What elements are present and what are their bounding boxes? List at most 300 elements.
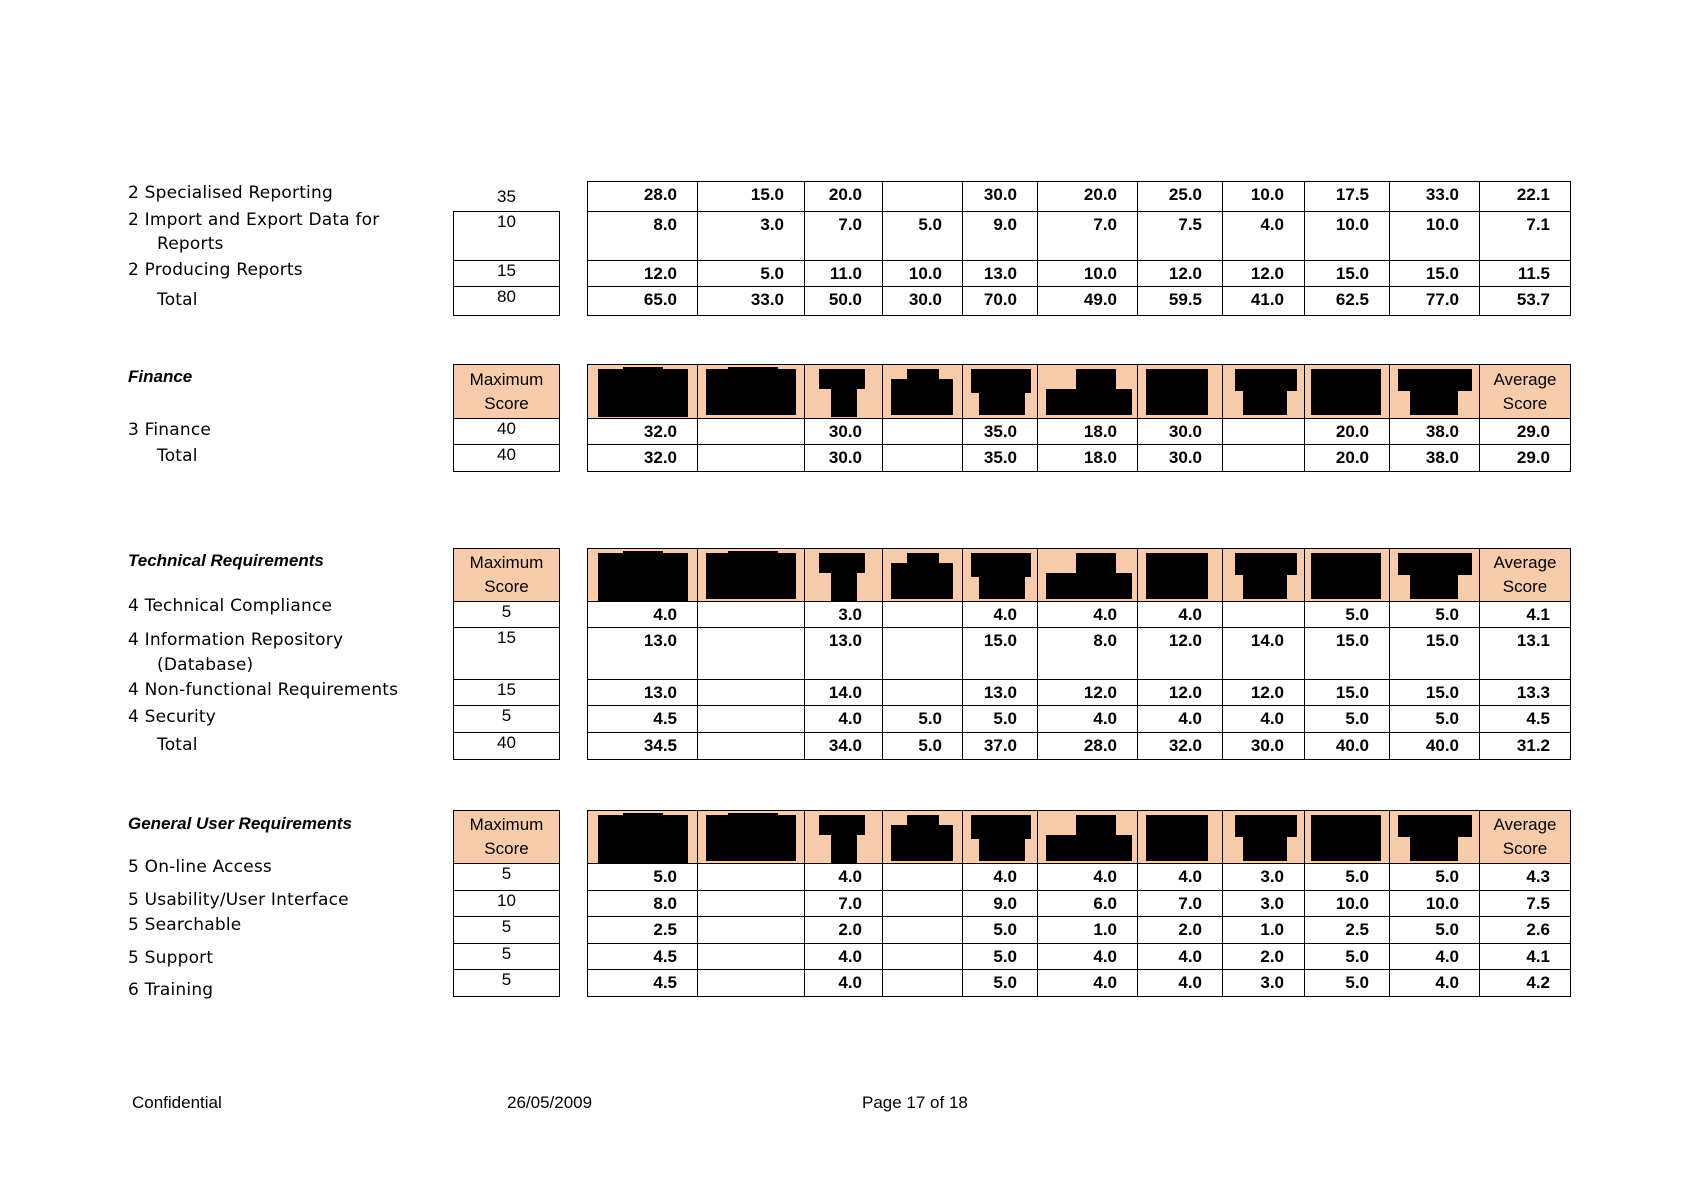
average-score-cell: 13.3 <box>1480 680 1571 706</box>
score-cell: 34.0 <box>805 733 883 760</box>
score-cell: 12.0 <box>1223 680 1305 706</box>
score-cell: 14.0 <box>805 680 883 706</box>
redaction-block <box>907 369 939 383</box>
max-score-cell: 5 <box>454 944 560 970</box>
average-score-cell: 13.1 <box>1480 628 1571 680</box>
redaction-block <box>598 575 688 601</box>
average-score-header: Average Score <box>1480 811 1571 864</box>
score-cell: 49.0 <box>1038 287 1138 316</box>
redaction-block <box>728 813 778 825</box>
score-cell: 10.0 <box>1305 891 1390 917</box>
vendor-header-redacted <box>883 811 963 864</box>
redaction-block <box>1046 389 1132 415</box>
table-row <box>588 182 1571 212</box>
max-score-cell: 15 <box>454 628 560 680</box>
score-cell: 10.0 <box>1305 212 1390 261</box>
vendor-header-redacted <box>588 549 698 602</box>
score-cell: 4.0 <box>963 864 1038 891</box>
score-cell: 38.0 <box>1390 445 1480 472</box>
average-score-cell: 4.5 <box>1480 706 1571 733</box>
row-label: 2 Import and Export Data for <box>128 210 380 230</box>
score-cell: 4.0 <box>1138 944 1223 970</box>
score-cell: 32.0 <box>588 419 698 445</box>
table-row <box>588 917 1571 944</box>
score-cell: 5.0 <box>1305 706 1390 733</box>
score-cell: 2.0 <box>1138 917 1223 944</box>
vendor-header-redacted <box>1138 365 1223 419</box>
score-cell <box>1223 445 1305 472</box>
score-cell: 40.0 <box>1390 733 1480 760</box>
score-cell: 7.0 <box>1138 891 1223 917</box>
redaction-block <box>1076 815 1116 837</box>
redaction-block <box>1152 831 1180 861</box>
scores-table-general <box>587 810 1571 997</box>
score-cell: 3.0 <box>1223 891 1305 917</box>
vendor-header-redacted <box>963 811 1038 864</box>
row-label: 4 Information Repository <box>128 630 344 650</box>
score-cell: 8.0 <box>588 212 698 261</box>
header-row <box>588 549 1571 602</box>
max-score-table <box>453 548 560 760</box>
score-cell: 2.5 <box>1305 917 1390 944</box>
score-cell <box>883 680 963 706</box>
score-cell: 5.0 <box>1390 917 1480 944</box>
score-cell: 13.0 <box>963 680 1038 706</box>
score-cell: 4.0 <box>1138 970 1223 997</box>
average-score-cell: 29.0 <box>1480 445 1571 472</box>
vendor-header-redacted <box>588 811 698 864</box>
score-cell: 70.0 <box>963 287 1038 316</box>
redaction-block <box>831 569 857 601</box>
score-cell: 5.0 <box>1305 944 1390 970</box>
score-cell: 5.0 <box>963 917 1038 944</box>
score-cell: 38.0 <box>1390 419 1480 445</box>
score-cell: 15.0 <box>1305 628 1390 680</box>
score-cell: 13.0 <box>805 628 883 680</box>
header-row <box>588 811 1571 864</box>
score-cell <box>698 944 805 970</box>
row-label-continued: Reports <box>157 234 224 254</box>
average-score-cell: 2.6 <box>1480 917 1571 944</box>
score-cell: 14.0 <box>1223 628 1305 680</box>
score-cell <box>698 628 805 680</box>
row-label: 5 Searchable <box>128 915 242 935</box>
average-score-cell: 53.7 <box>1480 287 1571 316</box>
scores-table-finance <box>587 364 1571 472</box>
max-score-value: 35 <box>497 187 516 206</box>
score-cell: 4.0 <box>963 602 1038 628</box>
redaction-block <box>1410 387 1458 415</box>
average-score-cell: 31.2 <box>1480 733 1571 760</box>
table-row <box>454 680 560 706</box>
score-cell <box>883 917 963 944</box>
score-cell: 65.0 <box>588 287 698 316</box>
average-score-header: Average Score <box>1480 365 1571 419</box>
table-row <box>588 864 1571 891</box>
score-cell: 5.0 <box>1390 706 1480 733</box>
redaction-block <box>1046 835 1132 861</box>
score-cell: 30.0 <box>963 182 1038 212</box>
score-cell: 33.0 <box>698 287 805 316</box>
score-cell: 15.0 <box>1390 628 1480 680</box>
score-cell <box>883 182 963 212</box>
table-row <box>454 970 560 997</box>
score-cell <box>698 891 805 917</box>
vendor-header-redacted <box>805 549 883 602</box>
max-score-cell: 10 <box>454 891 560 917</box>
table-row <box>454 917 560 944</box>
score-cell: 5.0 <box>1305 864 1390 891</box>
redaction-block <box>907 553 939 567</box>
max-score-table <box>453 810 560 997</box>
score-cell: 4.0 <box>1138 706 1223 733</box>
vendor-header-redacted <box>698 549 805 602</box>
score-cell: 4.5 <box>588 706 698 733</box>
table-row <box>454 261 560 287</box>
score-cell: 3.0 <box>1223 864 1305 891</box>
score-cell: 37.0 <box>963 733 1038 760</box>
table-row <box>588 970 1571 997</box>
vendor-header-redacted <box>883 549 963 602</box>
vendor-header-redacted <box>883 365 963 419</box>
score-cell: 20.0 <box>1305 445 1390 472</box>
average-score-cell: 4.2 <box>1480 970 1571 997</box>
table-row <box>588 261 1571 287</box>
section-title-finance: Finance <box>128 367 193 386</box>
score-cell: 12.0 <box>588 261 698 287</box>
table-row <box>588 680 1571 706</box>
redaction-block <box>1243 387 1287 415</box>
vendor-header-redacted <box>1390 365 1480 419</box>
vendor-header-redacted <box>1305 365 1390 419</box>
table-row <box>588 212 1571 261</box>
score-cell: 4.0 <box>588 602 698 628</box>
score-cell: 15.0 <box>698 182 805 212</box>
score-cell: 10.0 <box>883 261 963 287</box>
table-row <box>454 287 560 316</box>
table-row <box>454 891 560 917</box>
max-score-header: Maximum Score <box>454 811 560 864</box>
score-cell: 30.0 <box>1138 419 1223 445</box>
score-cell: 50.0 <box>805 287 883 316</box>
score-cell: 3.0 <box>1223 970 1305 997</box>
vendor-header-redacted <box>698 365 805 419</box>
table-row <box>588 706 1571 733</box>
score-cell: 4.0 <box>1038 602 1138 628</box>
score-cell: 4.0 <box>1138 864 1223 891</box>
row-label: Total <box>157 735 198 755</box>
score-cell: 2.0 <box>805 917 883 944</box>
row-label: 5 Usability/User Interface <box>128 890 349 910</box>
table-row <box>454 706 560 733</box>
score-cell <box>883 628 963 680</box>
score-cell: 4.0 <box>1038 706 1138 733</box>
vendor-header-redacted <box>805 365 883 419</box>
score-cell: 12.0 <box>1223 261 1305 287</box>
vendor-header-redacted <box>1223 549 1305 602</box>
score-cell: 9.0 <box>963 212 1038 261</box>
table-row <box>454 864 560 891</box>
score-cell <box>883 864 963 891</box>
score-cell: 3.0 <box>698 212 805 261</box>
section-title-general: General User Requirements <box>128 814 352 833</box>
score-cell: 30.0 <box>1138 445 1223 472</box>
vendor-header-redacted <box>1038 811 1138 864</box>
row-label: 5 On-line Access <box>128 857 272 877</box>
vendor-header-redacted <box>1138 549 1223 602</box>
score-cell: 33.0 <box>1390 182 1480 212</box>
redaction-block <box>1311 553 1381 599</box>
score-cell <box>883 891 963 917</box>
max-score-cell: 15 <box>454 261 560 287</box>
score-cell: 15.0 <box>1305 261 1390 287</box>
score-cell: 18.0 <box>1038 419 1138 445</box>
score-cell: 15.0 <box>1305 680 1390 706</box>
score-cell: 12.0 <box>1038 680 1138 706</box>
score-cell: 13.0 <box>588 628 698 680</box>
score-cell: 30.0 <box>1223 733 1305 760</box>
vendor-header-redacted <box>963 365 1038 419</box>
score-cell: 10.0 <box>1038 261 1138 287</box>
score-cell: 7.0 <box>805 891 883 917</box>
score-cell: 18.0 <box>1038 445 1138 472</box>
vendor-header-redacted <box>1223 365 1305 419</box>
score-cell: 10.0 <box>1223 182 1305 212</box>
footer-confidential: Confidential <box>132 1093 222 1112</box>
score-cell: 3.0 <box>805 602 883 628</box>
score-cell: 4.0 <box>805 970 883 997</box>
vendor-header-redacted <box>805 811 883 864</box>
header-row <box>588 365 1571 419</box>
score-cell: 20.0 <box>805 182 883 212</box>
average-score-cell: 4.1 <box>1480 602 1571 628</box>
footer-page-number: Page 17 of 18 <box>862 1093 968 1112</box>
score-cell: 25.0 <box>1138 182 1223 212</box>
score-cell: 1.0 <box>1223 917 1305 944</box>
score-cell <box>698 733 805 760</box>
score-cell: 1.0 <box>1038 917 1138 944</box>
redaction-block <box>979 835 1025 861</box>
redaction-block <box>728 367 778 379</box>
score-cell: 4.0 <box>1038 864 1138 891</box>
score-cell: 5.0 <box>963 944 1038 970</box>
row-label: Total <box>157 290 198 310</box>
score-cell: 28.0 <box>1038 733 1138 760</box>
score-cell <box>883 944 963 970</box>
vendor-header-redacted <box>1038 549 1138 602</box>
score-cell: 59.5 <box>1138 287 1223 316</box>
score-cell: 5.0 <box>588 864 698 891</box>
max-score-table <box>453 364 560 472</box>
average-score-cell: 7.5 <box>1480 891 1571 917</box>
table-row <box>588 602 1571 628</box>
score-cell: 7.5 <box>1138 212 1223 261</box>
max-score-header: Maximum Score <box>454 549 560 602</box>
score-cell: 5.0 <box>1390 864 1480 891</box>
score-cell <box>698 917 805 944</box>
score-cell: 30.0 <box>805 419 883 445</box>
redaction-block <box>1243 833 1287 861</box>
score-cell: 15.0 <box>1390 261 1480 287</box>
score-cell: 5.0 <box>963 706 1038 733</box>
vendor-header-redacted <box>1223 811 1305 864</box>
redaction-block <box>1311 815 1381 861</box>
score-cell: 4.0 <box>805 864 883 891</box>
score-cell: 5.0 <box>1305 602 1390 628</box>
score-cell: 4.5 <box>588 970 698 997</box>
score-cell: 15.0 <box>1390 680 1480 706</box>
max-score-cell: 5 <box>454 602 560 628</box>
score-cell: 32.0 <box>588 445 698 472</box>
score-cell: 4.0 <box>1138 602 1223 628</box>
max-score-cell: 5 <box>454 706 560 733</box>
table-row <box>454 628 560 680</box>
score-cell: 32.0 <box>1138 733 1223 760</box>
redaction-block <box>891 563 953 599</box>
max-score-cell: 10 <box>454 212 560 261</box>
score-cell <box>698 706 805 733</box>
score-cell: 2.5 <box>588 917 698 944</box>
score-cell <box>883 970 963 997</box>
score-cell: 17.5 <box>1305 182 1390 212</box>
table-row <box>588 419 1571 445</box>
score-cell: 2.0 <box>1223 944 1305 970</box>
table-row <box>588 287 1571 316</box>
score-cell <box>698 680 805 706</box>
score-cell: 62.5 <box>1305 287 1390 316</box>
table-row <box>454 419 560 445</box>
average-score-cell: 11.5 <box>1480 261 1571 287</box>
average-score-cell: 4.1 <box>1480 944 1571 970</box>
score-cell: 35.0 <box>963 419 1038 445</box>
score-cell: 9.0 <box>963 891 1038 917</box>
score-cell: 77.0 <box>1390 287 1480 316</box>
table-row <box>454 602 560 628</box>
score-cell: 20.0 <box>1038 182 1138 212</box>
max-score-cell: 40 <box>454 419 560 445</box>
redaction-block <box>623 551 663 565</box>
redaction-block <box>831 831 857 863</box>
row-label: 2 Producing Reports <box>128 260 303 280</box>
vendor-header-redacted <box>1305 811 1390 864</box>
redaction-block <box>1076 553 1116 575</box>
redaction-block <box>598 391 688 417</box>
table-row <box>454 212 560 261</box>
score-cell <box>883 445 963 472</box>
row-label: 5 Support <box>128 948 214 968</box>
score-cell: 40.0 <box>1305 733 1390 760</box>
redaction-block <box>623 367 663 381</box>
average-score-cell: 22.1 <box>1480 182 1571 212</box>
vendor-header-redacted <box>1138 811 1223 864</box>
row-label: 6 Training <box>128 980 214 1000</box>
score-cell: 4.0 <box>1038 944 1138 970</box>
score-cell <box>698 445 805 472</box>
table-row <box>588 733 1571 760</box>
redaction-block <box>1152 385 1180 415</box>
redaction-block <box>598 837 688 863</box>
redaction-block <box>831 385 857 417</box>
row-label: 4 Technical Compliance <box>128 596 333 616</box>
score-cell: 28.0 <box>588 182 698 212</box>
score-cell: 6.0 <box>1038 891 1138 917</box>
redaction-block <box>1410 571 1458 599</box>
average-score-header: Average Score <box>1480 549 1571 602</box>
score-cell: 5.0 <box>1305 970 1390 997</box>
score-cell: 5.0 <box>1390 602 1480 628</box>
score-cell: 30.0 <box>805 445 883 472</box>
scores-table-reporting <box>587 181 1571 316</box>
score-cell: 12.0 <box>1138 680 1223 706</box>
score-cell: 15.0 <box>963 628 1038 680</box>
score-cell <box>698 419 805 445</box>
score-cell <box>883 419 963 445</box>
redaction-block <box>728 551 778 563</box>
score-cell: 4.0 <box>1223 212 1305 261</box>
score-cell: 12.0 <box>1138 261 1223 287</box>
row-label: 4 Non-functional Requirements <box>128 680 399 700</box>
footer-date: 26/05/2009 <box>507 1093 593 1112</box>
score-cell: 4.0 <box>1223 706 1305 733</box>
score-cell: 10.0 <box>1390 891 1480 917</box>
redaction-block <box>1076 369 1116 391</box>
score-cell <box>698 602 805 628</box>
row-label: Total <box>157 446 198 466</box>
vendor-header-redacted <box>698 811 805 864</box>
score-cell: 5.0 <box>883 706 963 733</box>
row-label: 2 Specialised Reporting <box>128 183 333 203</box>
row-label-continued: (Database) <box>157 655 254 675</box>
score-cell: 11.0 <box>805 261 883 287</box>
score-cell <box>883 602 963 628</box>
vendor-header-redacted <box>1038 365 1138 419</box>
redaction-block <box>891 379 953 415</box>
table-row <box>454 445 560 472</box>
vendor-header-redacted <box>1390 549 1480 602</box>
max-score-cell: 40 <box>454 445 560 472</box>
table-row <box>588 944 1571 970</box>
score-cell: 7.0 <box>1038 212 1138 261</box>
max-score-cell: 40 <box>454 733 560 760</box>
score-cell: 5.0 <box>883 212 963 261</box>
score-cell: 41.0 <box>1223 287 1305 316</box>
redaction-block <box>623 813 663 827</box>
score-cell: 4.0 <box>805 944 883 970</box>
table-row <box>588 628 1571 680</box>
score-cell: 7.0 <box>805 212 883 261</box>
score-cell: 8.0 <box>588 891 698 917</box>
max-score-cell: 80 <box>454 287 560 316</box>
score-cell: 20.0 <box>1305 419 1390 445</box>
average-score-cell: 29.0 <box>1480 419 1571 445</box>
score-cell: 30.0 <box>883 287 963 316</box>
scores-table-technical <box>587 548 1571 760</box>
redaction-block <box>907 815 939 829</box>
score-cell <box>1223 602 1305 628</box>
redaction-block <box>1410 833 1458 861</box>
max-score-cell: 5 <box>454 917 560 944</box>
redaction-block <box>979 573 1025 599</box>
score-cell: 4.0 <box>1390 970 1480 997</box>
average-score-cell: 7.1 <box>1480 212 1571 261</box>
score-cell: 4.0 <box>1390 944 1480 970</box>
table-row <box>588 445 1571 472</box>
score-cell: 4.0 <box>805 706 883 733</box>
max-score-cell: 5 <box>454 864 560 891</box>
redaction-block <box>1046 573 1132 599</box>
vendor-header-redacted <box>1305 549 1390 602</box>
table-row <box>588 891 1571 917</box>
